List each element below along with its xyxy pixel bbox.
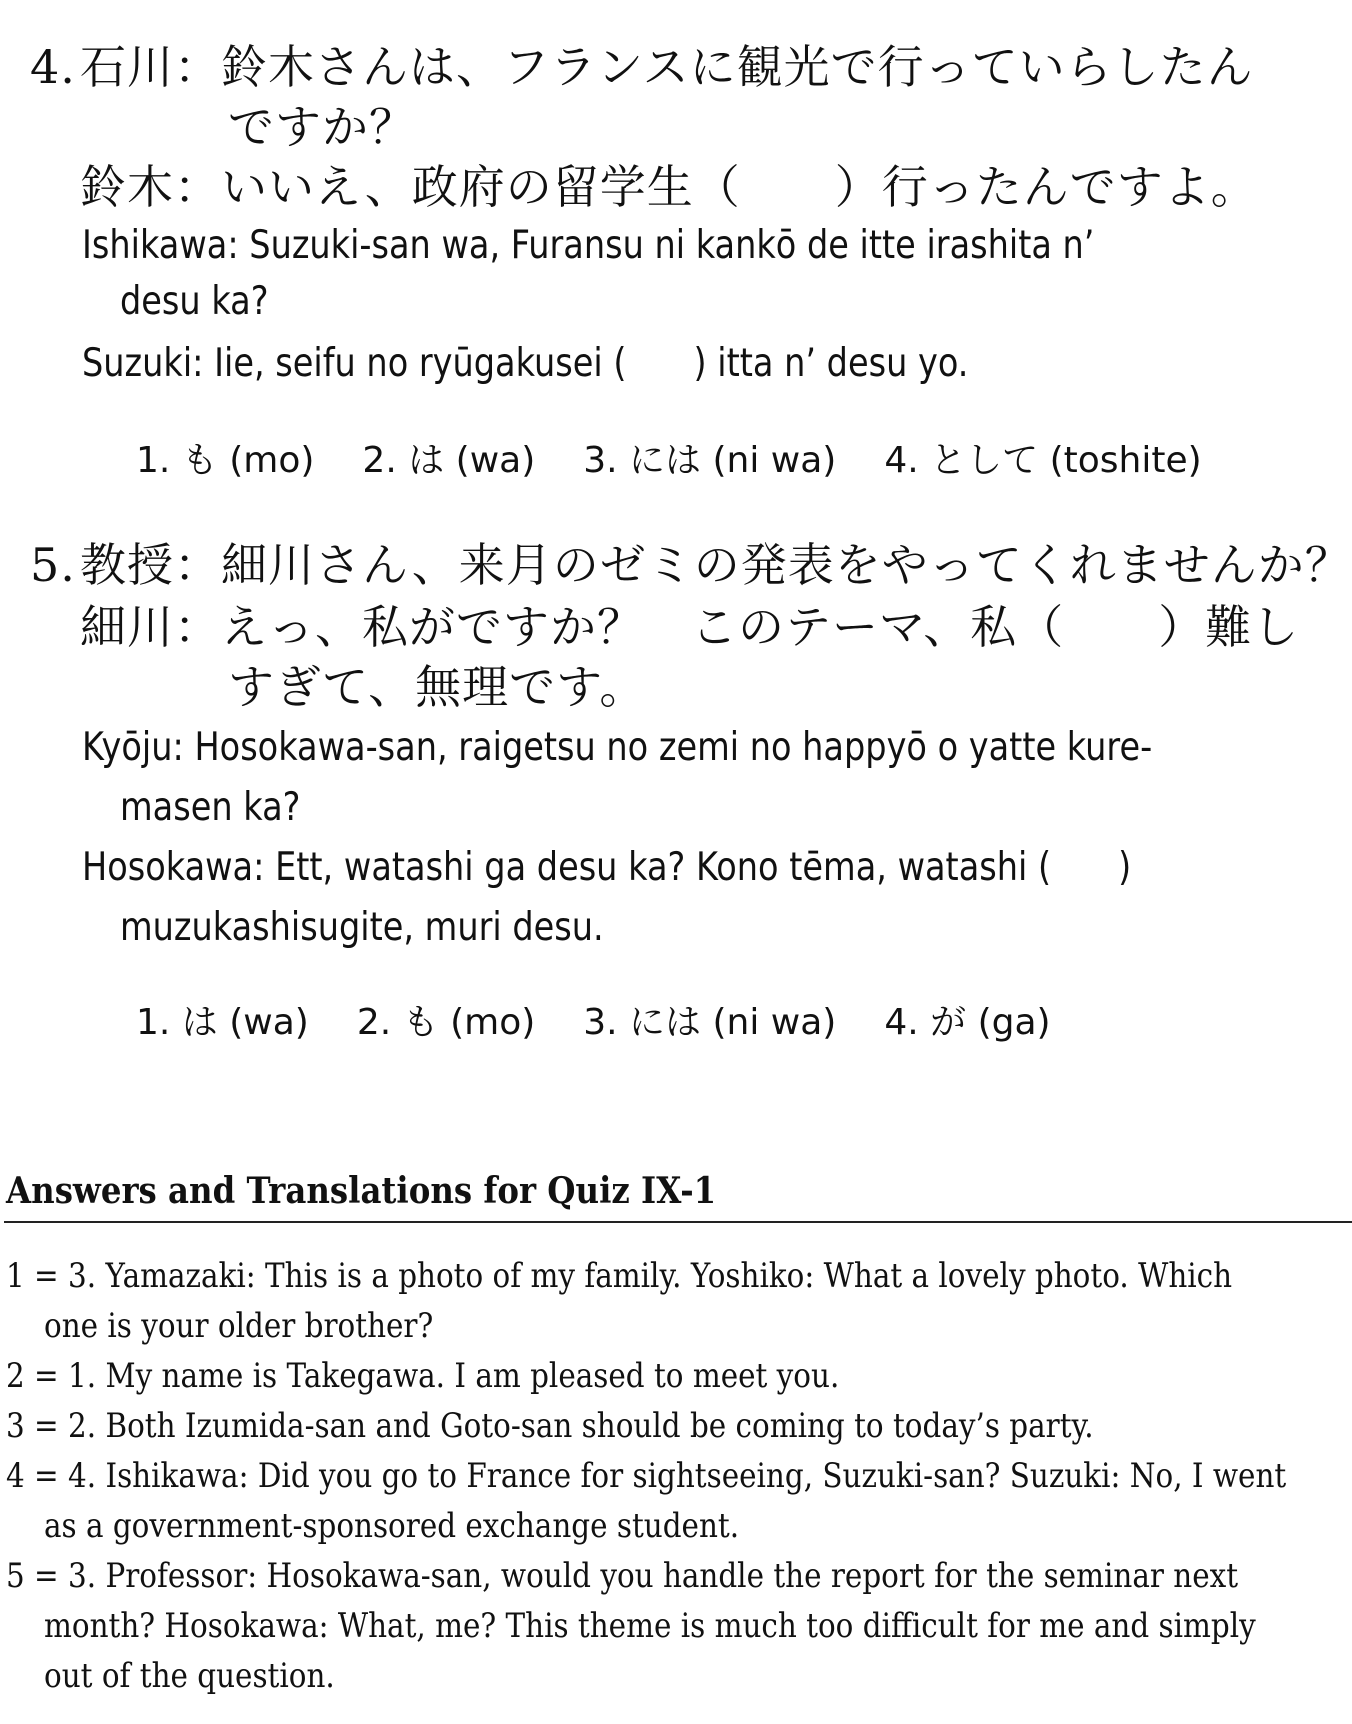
q4-romaji-line-1: Ishikawa: Suzuki-san wa, Furansu ni kankō de itte irashita n’ xyxy=(82,223,1095,268)
q4-romaji-line-3: Suzuki: Iie, seifu no ryūgakusei ( ) itta n’ desu yo. xyxy=(82,341,969,386)
q4-romaji-line-2: desu ka? xyxy=(120,279,269,324)
q4-jp-line-3 xyxy=(80,156,1258,218)
answer-line: 1 = 3. Yamazaki: This is a photo of my family. Yoshiko: What a lovely photo. Which xyxy=(6,1256,1233,1296)
speaker-label: 教授： xyxy=(80,538,221,592)
dialogue-text: 細川さん、来月のゼミの発表をやってくれませんか？ xyxy=(221,538,1352,592)
answers-heading: Answers and Translations for Quiz IX-1 xyxy=(6,1170,717,1212)
answer-line: 5 = 3. Professor: Hosokawa-san, would you handle the report for the seminar next xyxy=(6,1556,1239,1596)
q5-romaji-line-1: Kyōju: Hosokawa-san, raigetsu no zemi no happyō o yatte kure- xyxy=(82,725,1153,770)
choice-option[interactable]: 4. として (toshite) xyxy=(884,440,1202,481)
speaker-label: 細川： xyxy=(80,600,221,654)
heading-rule xyxy=(4,1221,1352,1223)
choice-option[interactable]: 2. は (wa) xyxy=(362,440,536,481)
question-number: 5. xyxy=(30,538,76,592)
choice-option[interactable]: 2. も (mo) xyxy=(356,1002,536,1043)
q5-jp-line-3: すぎて、無理です。 xyxy=(228,660,647,714)
choice-option[interactable]: 1. も (mo) xyxy=(136,440,315,481)
q4-jp-line-1 xyxy=(30,36,1254,98)
answer-line: 2 = 1. My name is Takegawa. I am pleased to meet you. xyxy=(6,1356,840,1396)
dialogue-text: 鈴木さんは、フランスに観光で行っていらしたん xyxy=(221,40,1254,94)
dialogue-text: えっ、私がですか？ このテーマ、私（ ）難し xyxy=(221,600,1300,654)
answer-line: 4 = 4. Ishikawa: Did you go to France for sightseeing, Suzuki-san? Suzuki: No, I went xyxy=(6,1456,1287,1496)
choice-option[interactable]: 3. には (ni wa) xyxy=(583,1002,837,1043)
q5-romaji-line-2: masen ka? xyxy=(120,785,301,830)
q4-jp-line-2: ですか？ xyxy=(228,100,416,154)
choice-option[interactable]: 3. には (ni wa) xyxy=(583,440,837,481)
answer-line: as a government-sponsored exchange student. xyxy=(44,1506,740,1546)
choice-option[interactable]: 1. は (wa) xyxy=(136,1002,309,1043)
answer-line: 3 = 2. Both Izumida-san and Goto-san should be coming to today’s party. xyxy=(6,1406,1094,1446)
q4-choices xyxy=(136,432,1250,483)
q5-choices xyxy=(136,994,1099,1045)
q5-romaji-line-3: Hosokawa: Ett, watashi ga desu ka? Kono tēma, watashi ( ) xyxy=(82,845,1132,890)
q5-romaji-line-4: muzukashisugite, muri desu. xyxy=(120,905,604,950)
speaker-label: 石川： xyxy=(80,40,221,94)
speaker-label: 鈴木： xyxy=(80,160,221,214)
dialogue-text: いいえ、政府の留学生（ ）行ったんですよ。 xyxy=(221,160,1258,214)
answer-line: month? Hosokawa: What, me? This theme is much too difficult for me and simply xyxy=(44,1606,1256,1646)
choice-option[interactable]: 4. が (ga) xyxy=(884,1002,1051,1043)
answer-line: out of the question. xyxy=(44,1656,335,1696)
q5-jp-line-2 xyxy=(80,596,1299,658)
answer-line: one is your older brother? xyxy=(44,1306,434,1346)
question-number: 4. xyxy=(30,40,76,94)
q5-jp-line-1 xyxy=(30,534,1352,596)
